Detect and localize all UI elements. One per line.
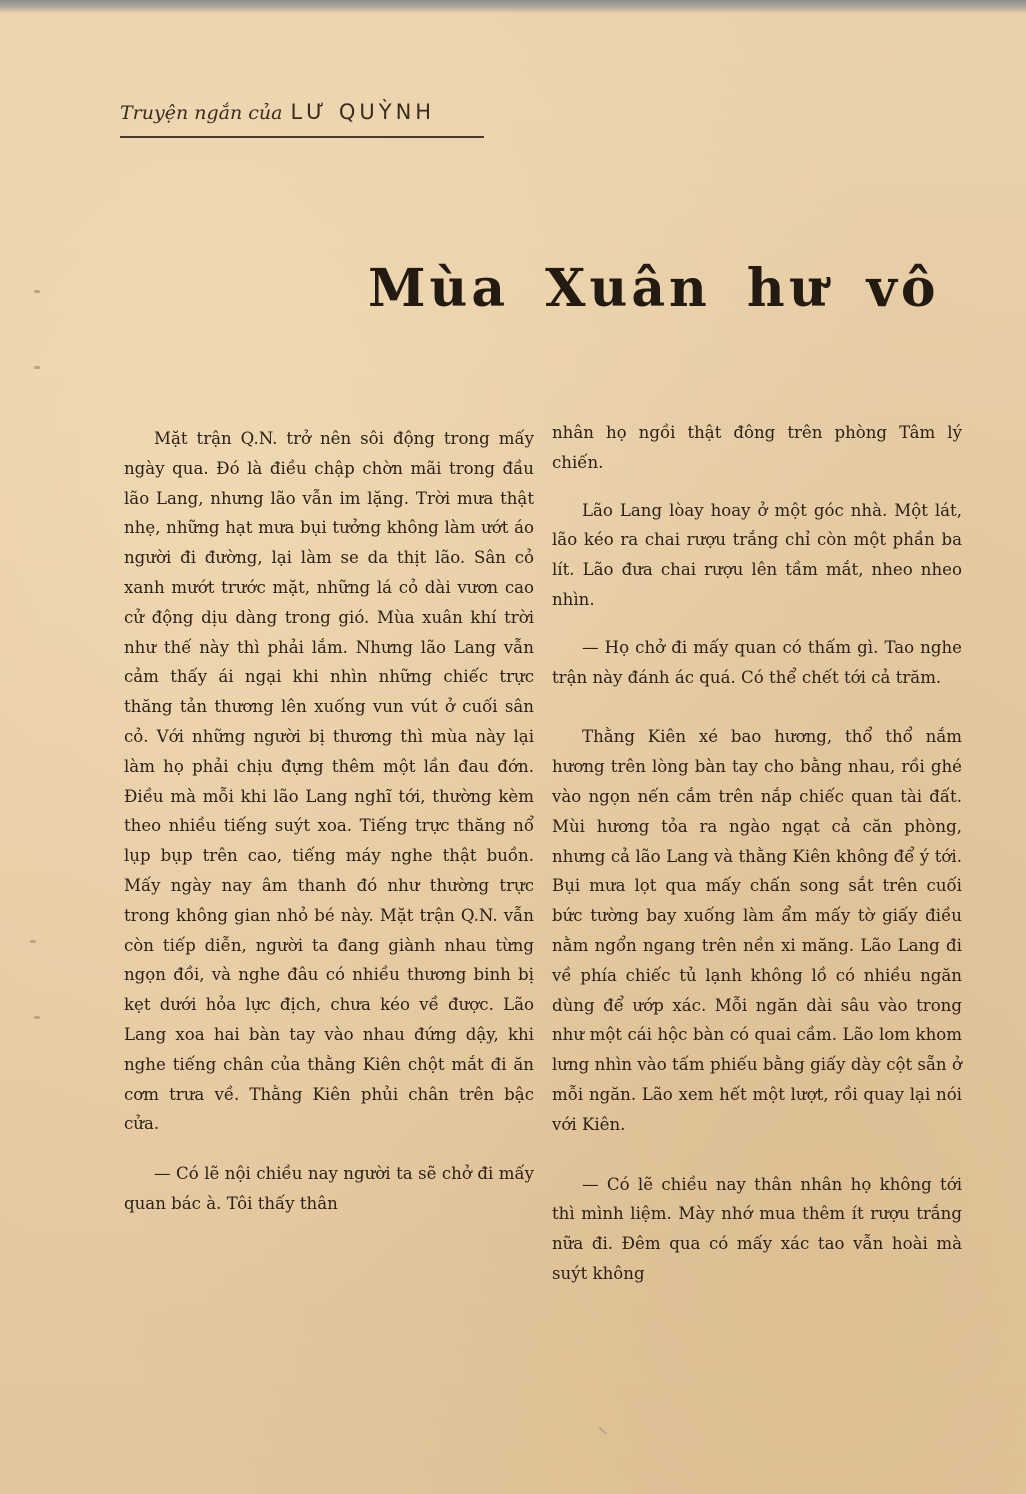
right-column (552, 418, 962, 1289)
paper-speck (30, 940, 36, 943)
right-paragraph-2: Lão Lang lòay hoay ở một góc nhà. Một lát, lão kéo ra chai rượu trắng chỉ còn một phần ba lít. Lão đưa chai rượu lên tầm mắt, nheo nheo nhìn. (552, 500, 962, 609)
left-paragraph-2: — Có lẽ nội chiều nay người ta sẽ chở đi mấy quan bác à. Tôi thấy thân (124, 1164, 534, 1213)
paper-speck (599, 1427, 608, 1435)
paper-speck (34, 366, 40, 369)
left-paragraph-1: Mặt trận Q.N. trở nên sôi động trong mấy ngày qua. Đó là điều chập chờn mãi trong đầu lão Lang, nhưng lão vẫn im lặng. Trời mưa thật nhẹ, những hạt mưa bụi tưởng không làm ướt áo người đi đường, lại làm se da thịt lão. Sân cỏ xanh mướt trước mặt, những lá cỏ dài vươn cao cử động dịu dàng trong gió. Mùa xuân khí trời như thế này thì phải lắm. Nhưng lão Lang vẫn cảm thấy ái ngại khi nhìn những chiếc trực thăng tản thương lên xuống vun vút ở cuối sân cỏ. Với những người bị thương thì mùa này lại làm họ phải chịu đựng thêm một lần đau đớn. Điều mà mỗi khi lão Lang nghĩ tới, thường kèm theo nhiều tiếng suýt xoa. Tiếng trực thăng nổ lụp bụp trên cao, tiếng máy nghe thật buồn. Mấy ngày nay âm thanh đó như thường trực trong không gian nhỏ bé này. Mặt trận Q.N. vẫn còn tiếp diễn, người ta đang giành nhau từng ngọn đồi, và nghe đâu có nhiều thương binh bị kẹt dưới hỏa lực địch, chưa kéo về được. Lão Lang xoa hai bàn tay vào nhau đứng dậy, khi nghe tiếng chân của thằng Kiên chột mắt đi ăn cơm trưa về. Thằng Kiên phủi chân trên bậc cửa. (124, 429, 534, 1134)
left-column (124, 424, 534, 1219)
story-title: Mùa Xuân hư vô (368, 258, 940, 319)
byline-author: LƯ QUỲNH (290, 100, 436, 124)
right-paragraph-4: Thằng Kiên xé bao hương, thổ thổ nắm hương trên lòng bàn tay cho bằng nhau, rồi ghé vào ngọn nến cắm trên nắp chiếc quan tài đất. Mùi hương tỏa ra ngào ngạt cả căn phòng, nhưng cả lão Lang và thằng Kiên không để ý tới. Bụi mưa lọt qua mấy chấn song sắt trên cuối bức tường bay xuống làm ẩm mấy tờ giấy điều nằm ngổn ngang trên nền xi măng. Lão Lang đi về phía chiếc tủ lạnh không lồ có nhiều ngăn dùng để ướp xác. Mỗi ngăn dài sâu vào trong như một cái hộc bàn có quai cầm. Lão lom khom lưng nhìn vào tấm phiếu bằng giấy dày cột sẵn ở mỗi ngăn. Lão xem hết một lượt, rồi quay lại nói với Kiên. (552, 727, 962, 1134)
byline-underline (120, 136, 484, 138)
paper-speck (34, 1016, 40, 1019)
byline (120, 100, 435, 124)
paper-speck (34, 290, 40, 293)
right-paragraph-1: nhân họ ngồi thật đông trên phòng Tâm lý chiến. (552, 423, 962, 472)
right-paragraph-3: — Họ chở đi mấy quan có thấm gì. Tao nghe trận này đánh ác quá. Có thể chết tới cả trăm. (552, 637, 962, 687)
page-top-edge (0, 0, 1026, 14)
byline-prefix: Truyện ngắn của (120, 102, 283, 124)
right-paragraph-5: — Có lẽ chiều nay thân nhân họ không tới thì mình liệm. Mày nhớ mua thêm ít rượu trắng nữa đi. Đêm qua có mấy xác tao vẫn hoài mà suýt không (552, 1174, 962, 1283)
